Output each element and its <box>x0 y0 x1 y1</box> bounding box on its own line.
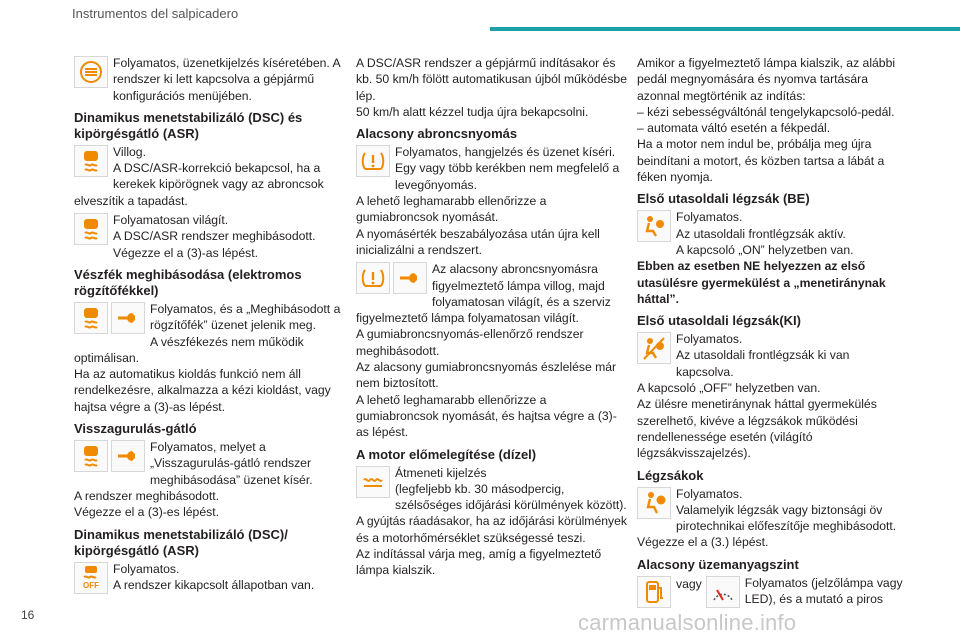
airbag-icon <box>637 487 671 519</box>
speed-warning-icon <box>74 56 108 88</box>
column-1 <box>74 55 346 594</box>
heading-airbag-off: Első utasoldali légzsák(KI) <box>637 313 801 329</box>
wrench-icon <box>111 302 145 334</box>
heading-airbag-on: Első utasoldali légzsák (BE) <box>637 191 810 207</box>
entry-text: Folyamatosan világít. A DSC/ASR rendszer meghibásodott. Végezze el a (3)-as lépést. <box>113 213 316 260</box>
entry-text: Folyamatos, melyet a „Visszagurulás-gátló rendszer meghibásodása” üzenet kísér. A rendszer meghibásodott. Végezze el a (3)-es lépést. <box>74 440 313 520</box>
tyre-pressure-icon <box>356 145 390 177</box>
heading-dsc-asr-off: Dinamikus menetstabilizáló (DSC)/ kipörgésgátló (ASR) <box>74 526 288 558</box>
wrench-icon <box>393 262 427 294</box>
off-label: OFF <box>83 581 99 591</box>
entry-tyre-pressure-fault <box>356 261 628 440</box>
entry-text: Folyamatos, hangjelzés és üzenet kíséri. Egy vagy több kerékben nem megfelelő a levegőnyomás. A lehető leghamarabb ellenőrizze a gumiabroncsok nyomását. A nyomásérték beszabályozása után újra kell inicializálni a rendszert. <box>356 145 620 257</box>
heading-low-fuel: Alacsony üzemanyagszint <box>637 556 799 572</box>
glow-plug-icon <box>356 466 390 498</box>
car-skid-icon <box>74 145 108 177</box>
heading-tyre-pressure: Alacsony abroncsnyomás <box>356 126 518 142</box>
entry-text: Folyamatos. Az utasoldali frontlégzsák aktív. A kapcsoló „ON” helyzetben van. <box>676 210 854 257</box>
fuel-pump-icon <box>637 576 671 608</box>
heading-hill-hold: Visszagurulás-gátló <box>74 421 197 437</box>
entry-text: Folyamatos, üzenetkijelzés kíséretében. A rendszer ki lett kapcsolva a gépjármű konfigurációs menüjében. <box>113 56 340 103</box>
entry-tyre-pressure <box>356 144 628 258</box>
page-number: 16 <box>21 608 35 622</box>
watermark: carmanualsonline.info <box>578 610 797 635</box>
heading-dsc-asr: Dinamikus menetstabilizáló (DSC) és kipörgésgátló (ASR) <box>74 109 303 141</box>
paragraph: A DSC/ASR rendszer a gépjármű indításakor és kb. 50 km/h fölött automatikusan újból működésbe lép. 50 km/h alatt kézzel tudja újra bekapcsolni. <box>356 56 627 119</box>
wrench-icon <box>111 440 145 472</box>
tyre-pressure-icon <box>356 262 390 294</box>
entry-text: Folyamatos. A rendszer kikapcsolt állapotban van. <box>113 561 315 592</box>
section-title: Instrumentos del salpicadero <box>72 6 239 21</box>
entry-text: Folyamatos (jelzőlámpa vagy LED), és a mutató a piros <box>744 575 903 607</box>
entry-dsc-steady <box>74 212 346 261</box>
heading-airbags: Légzsákok <box>637 467 704 483</box>
entry-airbags <box>637 486 909 551</box>
entry-emergency-brake <box>74 301 346 415</box>
car-skid-off-icon <box>74 562 108 594</box>
entry-airbag-off <box>637 331 909 461</box>
entry-low-fuel <box>637 575 909 608</box>
entry-dsc-flashing <box>74 144 346 209</box>
or-label: vagy <box>676 576 702 591</box>
fuel-gauge-icon <box>706 576 740 608</box>
column-2 <box>356 55 628 579</box>
paragraph: Amikor a figyelmeztető lámpa kialszik, az alábbi pedál megnyomására és nyomva tartására azonnal megtörténik az indítás: – kézi sebességváltónál tengelykapcsoló-pedál. – automata váltó esetén a fékpedál. Ha a motor nem indul be, próbálja meg újra beindítani a motort, és közben tartsa a lábát a féken nyomja. <box>637 56 896 185</box>
heading-preheating: A motor előmelegítése (dízel) <box>356 446 537 462</box>
car-skid-icon <box>74 213 108 245</box>
entry-text: Folyamatos, és a „Meghibásodott a rögzítőfék” üzenet jelenik meg. A vészfékezés nem működik optimálisan. Ha az automatikus kioldás funkció nem áll rendelkezésre, alkalmazza a kézi kioldást, vagy hajtsa végre a (3)-as lépést. <box>74 301 341 414</box>
warning-text: Ebben az esetben NE helyezzen az első utasülésre gyermekülést a „menetiránynak háttal”. <box>637 259 886 306</box>
entry-text: Átmeneti kijelzés (legfeljebb kb. 30 másodpercig, szélsőséges időjárási körülmények között). A gyújtás ráadásakor, ha az időjárási körülmények és a motorhőmérséklet szükségessé teszi. Az indítással várja meg, amíg a figyelmeztető lámpa kialszik. <box>356 465 627 578</box>
entry-airbag-on <box>637 209 909 258</box>
car-skid-icon <box>74 302 108 334</box>
car-skid-icon <box>74 440 108 472</box>
entry-preheating <box>356 465 628 579</box>
entry-hill-hold <box>74 439 346 520</box>
entry-speed-warning <box>74 55 346 104</box>
entry-text: Villog. A DSC/ASR-korrekció bekapcsol, ha a kerekek kipörögnek vagy az abroncsok elveszítik a tapadást. <box>74 144 324 208</box>
header-accent-bar <box>490 27 960 31</box>
entry-text: Folyamatos. Valamelyik légzsák vagy biztonsági öv pirotechnikai előfeszítője meghibásodott. Végezze el a (3.) lépést. <box>637 486 897 550</box>
column-3 <box>637 55 909 608</box>
passenger-airbag-on-icon <box>637 210 671 242</box>
passenger-airbag-off-icon <box>637 332 671 364</box>
entry-text: Folyamatos. Az utasoldali frontlégzsák ki van kapcsolva. A kapcsoló „OFF” helyzetben van. Az ülésre menetiránynak háttal gyermekülés szerelhető, kivéve a légzsákok működési rendellenessége esetén (világító légzsákvisszajelzés). <box>637 332 877 461</box>
entry-text: Az alacsony abroncsnyomásra figyelmeztető lámpa villog, majd folyamatosan világít, és a szerviz figyelmeztető lámpa folyamatosan világít. A gumiabroncsnyomás-ellenőrző rendszer meghibásodott. Az alacsony gumiabroncsnyomás észlelése már nem biztosított. A lehető leghamarabb ellenőrizze a gumiabroncsok nyomását, és hajtsa végre a (3)-as lépést. <box>356 262 617 440</box>
entry-dsc-off <box>74 561 346 594</box>
heading-emergency-brake: Vészfék meghibásodása (elektromos rögzítőfékkel) <box>74 266 302 298</box>
